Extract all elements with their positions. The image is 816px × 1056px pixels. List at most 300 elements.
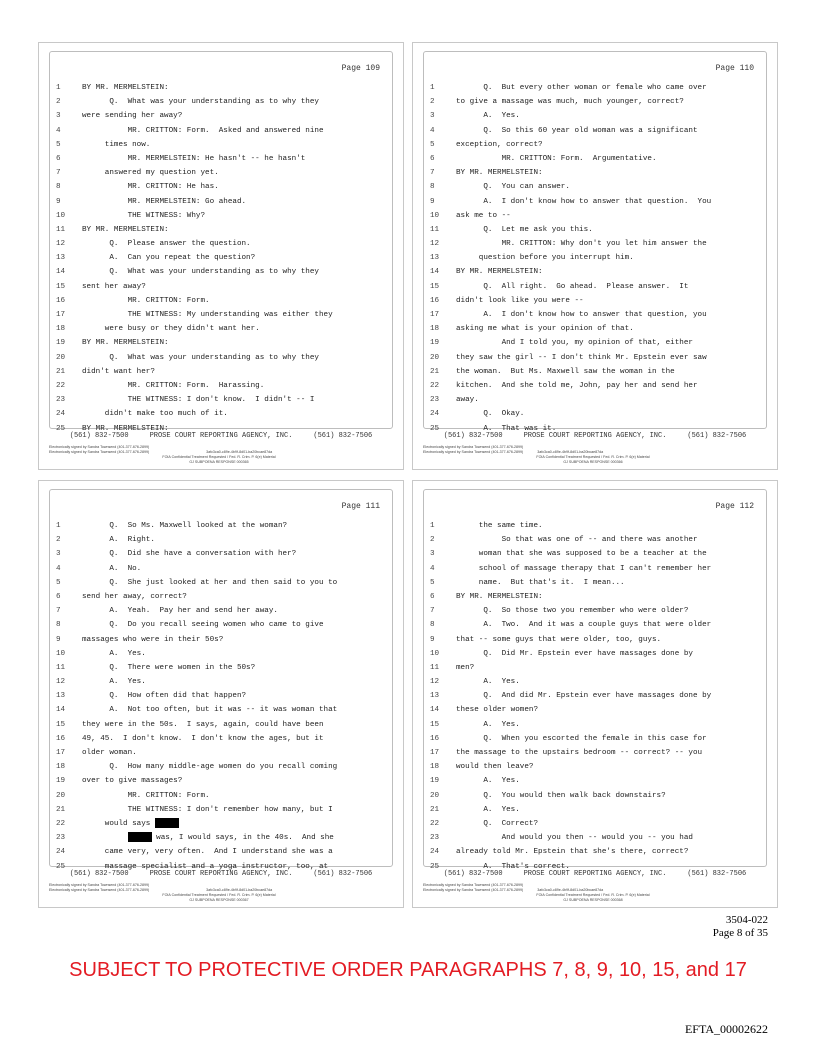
line-number: 13	[430, 692, 440, 701]
transcript-line	[56, 124, 386, 138]
transcript-line	[430, 633, 760, 647]
signature-line: Electronically signed by Sandra Townsend (401-377-676-2899)	[423, 445, 524, 449]
transcript-line	[430, 365, 760, 379]
transcript-line	[56, 251, 386, 265]
page-number: Page 109	[341, 64, 380, 73]
transcript-sheet	[38, 42, 404, 470]
line-text: BY MR. MERMELSTEIN:	[82, 339, 169, 348]
transcript-line	[430, 661, 760, 675]
transcript-line	[430, 223, 760, 237]
line-number: 18	[430, 325, 440, 334]
line-number: 24	[56, 848, 66, 857]
line-text: BY MR. MERMELSTEIN:	[82, 424, 169, 433]
line-number: 10	[430, 211, 440, 220]
line-text: BY MR. MERMELSTEIN:	[456, 268, 543, 277]
page-number: Page 112	[715, 502, 754, 511]
line-text: Q. What was your understanding as to why they	[82, 353, 319, 362]
line-number: 17	[56, 749, 66, 757]
line-text: Q. So this 60 year old woman was a significant	[456, 126, 698, 135]
line-text: Q. Did Mr. Epstein ever have massages done by	[456, 649, 693, 658]
transcript-line	[430, 760, 760, 774]
transcript-line	[56, 746, 386, 760]
signature-line: GJ SUBPOENA RESPONSE 000368	[563, 898, 623, 902]
transcript-line	[430, 195, 760, 209]
transcript-line	[430, 789, 760, 803]
protective-order-banner: SUBJECT TO PROTECTIVE ORDER PARAGRAPHS 7, 8, 9, 10, 15, and 17	[69, 959, 747, 981]
line-number: 9	[56, 635, 61, 644]
efta-identifier: EFTA_00002622	[684, 1022, 768, 1036]
line-number: 21	[56, 805, 66, 814]
transcript-line	[56, 732, 386, 746]
line-text: already told Mr. Epstein that she's there, correct?	[456, 848, 689, 857]
document-reference: 3504-022	[725, 914, 768, 926]
line-text: A. Yes.	[456, 720, 520, 729]
transcript-line	[430, 533, 760, 547]
transcript-line	[430, 689, 760, 703]
reporter-footer: (561) 832-7500 PROSE COURT REPORTING AGENCY, INC. (561) 832-7506	[443, 870, 747, 878]
line-text: Q. All right. Go ahead. Please answer. It	[456, 282, 689, 291]
line-number: 13	[56, 254, 66, 263]
transcript-lines	[430, 81, 760, 436]
line-number: 1	[56, 522, 61, 530]
line-text: asking me what is your opinion of that.	[456, 325, 634, 334]
electronic-signature	[49, 883, 389, 903]
transcript-line	[430, 618, 760, 632]
line-text: A. Yeah. Pay her and send her away.	[82, 607, 278, 616]
transcript-line	[430, 604, 760, 618]
line-text: A. Yes.	[456, 112, 520, 121]
line-number: 20	[430, 353, 440, 362]
line-number: 9	[430, 197, 435, 206]
line-text: kitchen. And she told me, John, pay her and send her	[456, 381, 698, 390]
redaction-box	[155, 818, 179, 828]
transcript-line	[430, 647, 760, 661]
line-number: 9	[56, 197, 61, 206]
line-number: 19	[430, 777, 440, 786]
line-number: 5	[56, 140, 61, 149]
transcript-line	[430, 576, 760, 590]
line-number: 21	[56, 367, 66, 376]
transcript-line	[56, 138, 386, 152]
transcript-line	[56, 703, 386, 717]
line-text: Q. But every other woman or female who came over	[456, 84, 707, 92]
line-number: 24	[430, 410, 440, 419]
line-text: Q. So those two you remember who were older?	[456, 607, 689, 616]
line-text: A. Can you repeat the question?	[82, 254, 256, 263]
line-number: 12	[430, 678, 440, 687]
line-number: 6	[430, 154, 435, 163]
line-number: 23	[56, 396, 66, 405]
line-number: 12	[56, 678, 66, 687]
line-text: A. Two. And it was a couple guys that were older	[456, 621, 712, 630]
transcript-line	[56, 407, 386, 421]
line-number: 4	[430, 126, 435, 135]
line-number: 16	[56, 296, 66, 305]
line-text: Q. Do you recall seeing women who came to give	[82, 621, 324, 630]
line-number: 2	[56, 536, 61, 545]
line-text: Q. You would then walk back downstairs?	[456, 791, 666, 800]
reporter-footer: (561) 832-7500 PROSE COURT REPORTING AGENCY, INC. (561) 832-7506	[69, 870, 373, 878]
line-number: 6	[56, 154, 61, 163]
line-text: ask me to --	[456, 211, 511, 220]
transcript-lines	[56, 519, 386, 874]
line-number: 25	[430, 862, 440, 871]
line-number: 16	[430, 734, 440, 743]
transcript-line	[430, 519, 760, 533]
line-text: Q. There were women in the 50s?	[82, 663, 256, 672]
line-text: THE WITNESS: Why?	[82, 211, 206, 220]
line-text: A. Yes.	[456, 777, 520, 786]
line-text: THE WITNESS: I don't remember how many, but I	[82, 805, 333, 814]
transcript-line	[430, 379, 760, 393]
line-text: Q. How many middle-age women do you recall coming	[82, 763, 338, 772]
transcript-line	[430, 166, 760, 180]
transcript-line	[430, 845, 760, 859]
line-number: 4	[430, 564, 435, 573]
line-text: Q. You can answer.	[456, 183, 570, 192]
transcript-line	[430, 351, 760, 365]
line-number: 24	[430, 848, 440, 857]
line-number: 17	[430, 749, 440, 757]
transcript-line	[56, 379, 386, 393]
line-number: 15	[56, 282, 66, 291]
line-text: MR. MERMELSTEIN: Go ahead.	[82, 197, 247, 206]
line-text: MR. MERMELSTEIN: He hasn't -- he hasn't	[82, 154, 306, 163]
line-text: exception, correct?	[456, 140, 543, 149]
transcript-line	[56, 308, 386, 322]
line-number: 19	[56, 339, 66, 348]
transcript-line	[56, 718, 386, 732]
transcript-line	[56, 223, 386, 237]
transcript-line	[56, 519, 386, 533]
line-text: Q. What was your understanding as to why they	[82, 98, 319, 107]
line-text: answered my question yet.	[82, 169, 219, 178]
line-text: MR. CRITTON: Form.	[82, 296, 210, 305]
line-text: Q. She just looked at her and then said to you to	[82, 578, 338, 587]
line-text: massages who were in their 50s?	[82, 635, 224, 644]
line-text: Q. So Ms. Maxwell looked at the woman?	[82, 522, 288, 530]
line-text: were busy or they didn't want her.	[82, 325, 260, 334]
line-number: 19	[430, 339, 440, 348]
line-text: didn't want her?	[82, 367, 155, 376]
transcript-line	[56, 265, 386, 279]
line-number: 10	[56, 211, 66, 220]
line-number: 10	[430, 649, 440, 658]
line-number: 7	[430, 607, 435, 616]
transcript-line	[430, 774, 760, 788]
line-number: 2	[430, 536, 435, 545]
transcript-line	[56, 647, 386, 661]
transcript-line	[430, 95, 760, 109]
transcript-line	[430, 732, 760, 746]
line-number: 5	[56, 578, 61, 587]
line-number: 1	[56, 84, 61, 92]
reporter-footer: (561) 832-7500 PROSE COURT REPORTING AGENCY, INC. (561) 832-7506	[69, 432, 373, 440]
line-text: So that was one of -- and there was another	[456, 536, 698, 545]
transcript-line	[430, 138, 760, 152]
line-text: Q. Let me ask you this.	[456, 225, 593, 234]
line-text: massage specialist and a yoga instructor, too, at	[82, 862, 329, 871]
line-number: 11	[430, 663, 440, 672]
line-number: 7	[56, 607, 61, 616]
line-number: 25	[56, 424, 66, 433]
transcript-page	[423, 51, 767, 433]
line-number: 15	[430, 282, 440, 291]
line-number: 22	[56, 381, 66, 390]
transcript-line	[56, 590, 386, 604]
line-text: the same time.	[456, 522, 543, 530]
transcript-sheet	[412, 480, 778, 908]
line-text: Q. And did Mr. Epstein ever have massages done by	[456, 692, 712, 701]
transcript-page	[49, 51, 393, 433]
line-text: the woman. But Ms. Maxwell saw the woman in the	[456, 367, 675, 376]
line-text: MR. CRITTON: Form. Argumentative.	[456, 154, 657, 163]
line-number: 13	[430, 254, 440, 263]
line-number: 23	[430, 396, 440, 405]
signature-line: GJ SUBPOENA RESPONSE 000365	[189, 460, 249, 464]
transcript-line	[430, 562, 760, 576]
line-number: 14	[56, 706, 66, 715]
transcript-line	[56, 166, 386, 180]
line-number: 11	[430, 225, 440, 234]
transcript-line	[56, 209, 386, 223]
line-number: 21	[430, 367, 440, 376]
line-number: 24	[56, 410, 66, 419]
line-text: Q. What was your understanding as to why they	[82, 268, 319, 277]
line-number: 14	[430, 268, 440, 277]
line-text: times now.	[82, 140, 151, 149]
transcript-line	[430, 322, 760, 336]
line-number: 3	[56, 550, 61, 559]
transcript-line	[56, 845, 386, 859]
line-text: they saw the girl -- I don't think Mr. Epstein ever saw	[456, 353, 707, 362]
transcript-line	[430, 803, 760, 817]
line-number: 13	[56, 692, 66, 701]
transcript-line	[56, 280, 386, 294]
line-number: 23	[56, 834, 66, 843]
line-number: 4	[56, 126, 61, 135]
line-text: away.	[456, 396, 479, 405]
line-text: send her away, correct?	[82, 592, 187, 601]
line-text: A. No.	[82, 564, 142, 573]
line-text: didn't make too much of it.	[82, 410, 228, 419]
signature-line: Electronically signed by Sandra Townsend (401-377-676-2899) 3afc3ca0-c89e-4b9f-8d01-ba20bcae87da	[423, 888, 604, 892]
line-text: they were in the 50s. I says, again, could have been	[82, 720, 324, 729]
line-text: A. Yes.	[82, 678, 146, 687]
line-text: BY MR. MERMELSTEIN:	[456, 169, 543, 178]
line-number: 20	[56, 791, 66, 800]
line-number: 1	[430, 84, 435, 92]
line-number: 21	[430, 805, 440, 814]
transcript-line	[430, 336, 760, 350]
line-number: 12	[56, 240, 66, 249]
transcript-lines	[430, 519, 760, 874]
line-text: Q. How often did that happen?	[82, 692, 247, 701]
transcript-line	[56, 195, 386, 209]
line-text: A. Not too often, but it was -- it was woman that	[82, 706, 338, 715]
transcript-line	[56, 774, 386, 788]
page-number: Page 111	[341, 502, 380, 511]
electronic-signature	[49, 445, 389, 465]
line-text: A. I don't know how to answer that question, you	[456, 311, 707, 319]
line-text: BY MR. MERMELSTEIN:	[82, 225, 169, 234]
transcript-line	[430, 81, 760, 95]
transcript-line	[56, 661, 386, 675]
transcript-line	[430, 746, 760, 760]
line-number: 6	[430, 592, 435, 601]
page-number: Page 110	[715, 64, 754, 73]
signature-line: GJ SUBPOENA RESPONSE 000366	[563, 460, 623, 464]
line-number: 3	[430, 550, 435, 559]
transcript-line	[56, 675, 386, 689]
line-text: BY MR. MERMELSTEIN:	[456, 592, 543, 601]
line-number: 11	[56, 663, 66, 672]
line-number: 11	[56, 225, 66, 234]
line-number: 18	[56, 325, 66, 334]
transcript-line	[56, 576, 386, 590]
page-count: Page 8 of 35	[712, 927, 768, 939]
line-number: 18	[430, 763, 440, 772]
line-text: didn't look like you were --	[456, 296, 584, 305]
line-number: 20	[430, 791, 440, 800]
transcript-line	[56, 81, 386, 95]
transcript-line	[56, 237, 386, 251]
line-text: question before you interrupt him.	[456, 254, 634, 263]
line-number: 25	[430, 424, 440, 433]
line-text: A. Right.	[82, 536, 155, 545]
line-text: 49, 45. I don't know. I don't know the ages, but it	[82, 734, 324, 743]
line-number: 12	[430, 240, 440, 249]
transcript-line	[430, 547, 760, 561]
transcript-line	[430, 265, 760, 279]
transcript-line	[430, 124, 760, 138]
transcript-page	[49, 489, 393, 871]
line-number: 22	[430, 381, 440, 390]
transcript-line	[56, 633, 386, 647]
line-number: 4	[56, 564, 61, 573]
transcript-line	[430, 308, 760, 322]
line-number: 25	[56, 862, 66, 871]
signature-line: Electronically signed by Sandra Townsend (401-377-676-2899) 3afc3ca0-c89e-4b9f-8d01-ba20bcae87da	[49, 450, 273, 454]
transcript-line	[430, 703, 760, 717]
line-text: Q. Correct?	[456, 819, 539, 828]
transcript-line	[56, 322, 386, 336]
transcript-line	[56, 294, 386, 308]
line-number: 19	[56, 777, 66, 786]
transcript-line	[430, 294, 760, 308]
signature-line: Electronically signed by Sandra Townsend (401-377-676-2899) 3afc3ca0-c89e-4b9f-8d01-ba20bcae87da	[49, 888, 273, 892]
transcript-line	[56, 393, 386, 407]
line-text: Q. When you escorted the female in this case for	[456, 734, 707, 743]
line-text: BY MR. MERMELSTEIN:	[82, 84, 169, 92]
line-text: was, I would says, in the 40s. And she	[82, 831, 386, 845]
line-text: name. But that's it. I mean...	[456, 578, 625, 587]
line-number: 22	[430, 819, 440, 828]
line-text: would then leave?	[456, 763, 534, 772]
line-text: MR. CRITTON: Why don't you let him answer the	[456, 240, 707, 249]
line-number: 18	[56, 763, 66, 772]
line-text: woman that she was supposed to be a teacher at the	[456, 550, 707, 559]
transcript-line	[56, 689, 386, 703]
transcript-line	[56, 817, 386, 831]
transcript-line	[430, 237, 760, 251]
transcript-line	[56, 180, 386, 194]
transcript-line	[56, 604, 386, 618]
transcript-line	[430, 393, 760, 407]
line-number: 3	[56, 112, 61, 121]
transcript-line	[430, 251, 760, 265]
transcript-line	[56, 365, 386, 379]
line-number: 17	[430, 311, 440, 319]
line-text: A. Yes.	[456, 678, 520, 687]
transcript-line	[56, 789, 386, 803]
signature-line: Electronically signed by Sandra Townsend (401-377-676-2899)	[49, 445, 150, 449]
transcript-line	[56, 351, 386, 365]
line-text: sent her away?	[82, 282, 146, 291]
line-number: 20	[56, 353, 66, 362]
transcript-sheet	[412, 42, 778, 470]
line-number: 2	[430, 98, 435, 107]
line-text: school of massage therapy that I can't remember her	[456, 564, 712, 573]
line-text: were sending her away?	[82, 112, 183, 121]
line-number: 23	[430, 834, 440, 843]
line-number: 16	[56, 734, 66, 743]
line-number: 9	[430, 635, 435, 644]
line-text: these older women?	[456, 706, 539, 715]
line-text: that -- some guys that were older, too, guys.	[456, 635, 662, 644]
transcript-line	[430, 152, 760, 166]
line-number: 8	[56, 621, 61, 630]
line-number: 14	[430, 706, 440, 715]
line-number: 7	[56, 169, 61, 178]
line-number: 3	[430, 112, 435, 121]
line-text: over to give massages?	[82, 777, 183, 786]
line-text: MR. CRITTON: He has.	[82, 183, 219, 192]
signature-line: FOIA Confidential Treatment Requested / Fed. R. Crim. P. 6(e) Material	[536, 893, 650, 897]
line-text: would says	[82, 817, 386, 831]
line-text: Q. Okay.	[456, 410, 525, 419]
line-text: the massage to the upstairs bedroom -- correct? -- you	[456, 749, 703, 757]
transcript-lines	[56, 81, 386, 436]
transcript-line	[430, 180, 760, 194]
transcript-line	[56, 533, 386, 547]
transcript-line	[430, 280, 760, 294]
line-text: to give a massage was much, much younger, correct?	[456, 98, 684, 107]
transcript-line	[56, 618, 386, 632]
transcript-line	[430, 590, 760, 604]
line-text: A. Yes.	[82, 649, 146, 658]
line-number: 5	[430, 578, 435, 587]
line-text: MR. CRITTON: Form.	[82, 791, 210, 800]
signature-line: FOIA Confidential Treatment Requested / Fed. R. Crim. P. 6(e) Material	[162, 455, 276, 459]
transcript-line	[56, 803, 386, 817]
transcript-line	[56, 760, 386, 774]
electronic-signature	[423, 883, 763, 903]
line-text: THE WITNESS: I don't know. I didn't -- I	[82, 396, 315, 405]
line-text: came very, very often. And I understand she was a	[82, 848, 333, 857]
transcript-line	[56, 95, 386, 109]
transcript-line	[56, 562, 386, 576]
line-number: 6	[56, 592, 61, 601]
line-text: A. Yes.	[456, 805, 520, 814]
line-text: And would you then -- would you -- you had	[456, 834, 693, 843]
transcript-line	[430, 109, 760, 123]
line-text: men?	[456, 663, 475, 672]
line-number: 5	[430, 140, 435, 149]
line-number: 8	[56, 183, 61, 192]
transcript-line	[56, 547, 386, 561]
transcript-sheet	[38, 480, 404, 908]
